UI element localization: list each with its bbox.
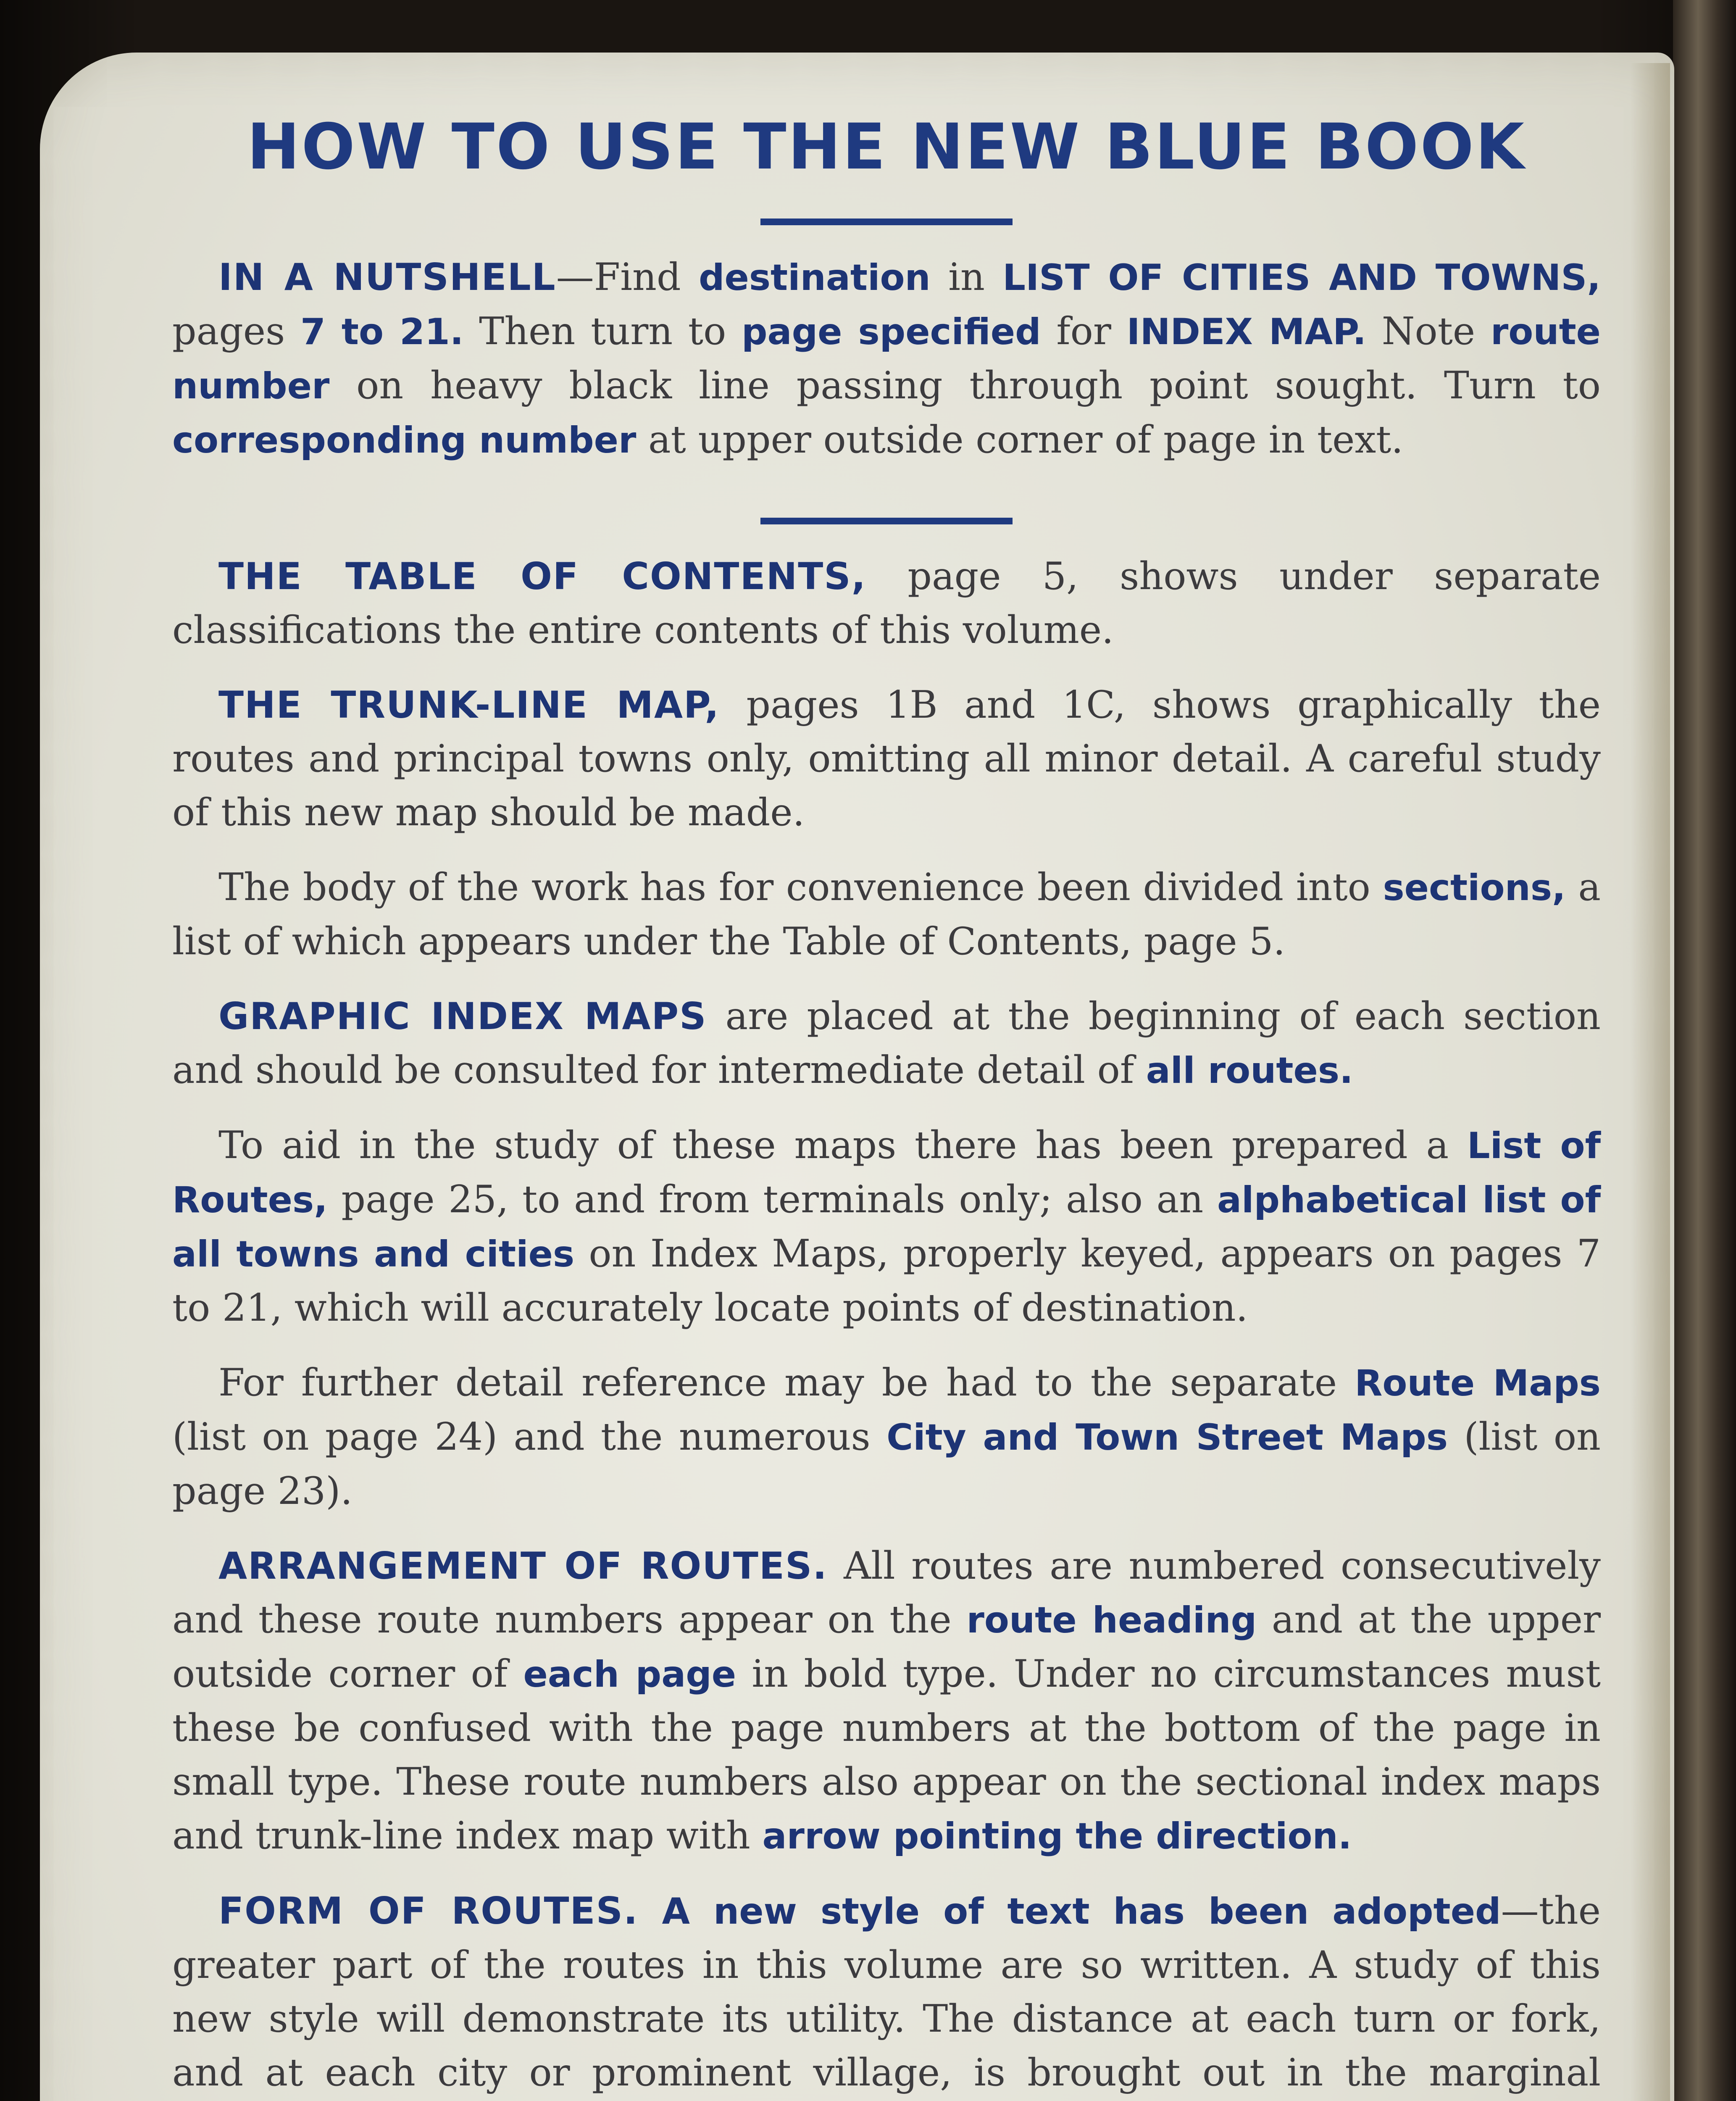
lead-in-form: FORM OF ROUTES. (218, 1889, 639, 1932)
lead-in-graphic: GRAPHIC INDEX MAPS (218, 995, 707, 1038)
page-content (172, 101, 1601, 2101)
lead-in-toc: THE TABLE OF CONTENTS, (218, 555, 867, 598)
section-divider (760, 518, 1013, 524)
paragraph-form-of-routes: FORM OF ROUTES. A new style of text has been adopted—the greater part of the routes in this volume are so written. A study of this new style will demonstrate its utility. The distance at each turn or fork, and at each city or prominent village, is brought out in the marginal (172, 1889, 1601, 2095)
title-divider (760, 219, 1013, 225)
paragraph-list-of-routes: To aid in the study of these maps there has been prepared a List of Routes, page 25, to and from terminals only; also an alphabetical list of all towns and cities on Index Maps, properly keyed, appears on pages 7 to 21, which will accurately locate points of destination. (172, 1123, 1601, 1330)
page-title: HOW TO USE THE NEW BLUE BOOK (247, 111, 1526, 184)
page-edge-shadow (1630, 63, 1670, 2101)
lead-in-arrangement: ARRANGEMENT OF ROUTES. (218, 1544, 828, 1588)
book-spine (1673, 0, 1736, 2101)
lead-in-trunk-line: THE TRUNK-LINE MAP, (218, 683, 720, 727)
paragraph-arrangement-of-routes: ARRANGEMENT OF ROUTES. All routes are numbered consecutively and these route numbers appear on the route heading and at the upper outside corner of each page in bold type. Under no circumstances must these be confused with the page numbers at the bottom of the page in small type. These route numbers also appear on the sectional index maps and trunk-line index map with arrow pointing the direction. (172, 1544, 1601, 1858)
paragraph-trunk-line-map: THE TRUNK-LINE MAP, pages 1B and 1C, shows graphically the routes and principal towns only, omitting all minor detail. A careful study of this new map should be made. (172, 683, 1601, 835)
lead-in-nutshell: IN A NUTSHELL (218, 255, 556, 299)
paragraph-table-of-contents: THE TABLE OF CONTENTS, page 5, shows under separate classifications the entire contents of this volume. (172, 554, 1601, 652)
paragraph-further-detail: For further detail reference may be had to the separate Route Maps (list on page 24) and the numerous City and Town Street Maps (list on page 23). (172, 1361, 1601, 1513)
paragraph-graphic-index-maps: GRAPHIC INDEX MAPS are placed at the beginning of each section and should be consulted for intermediate detail of all routes. (172, 994, 1601, 1092)
paragraph-sections: The body of the work has for convenience been divided into sections, a list of which appears under the Table of Contents, page 5. (172, 865, 1601, 964)
paragraph-nutshell: IN A NUTSHELL—Find destination in LIST OF CITIES AND TOWNS, pages 7 to 21. Then turn to page specified for INDEX MAP. Note route number on heavy black line passing through point sought. Turn to corresponding number at upper outside corner of page in text. (172, 255, 1601, 462)
